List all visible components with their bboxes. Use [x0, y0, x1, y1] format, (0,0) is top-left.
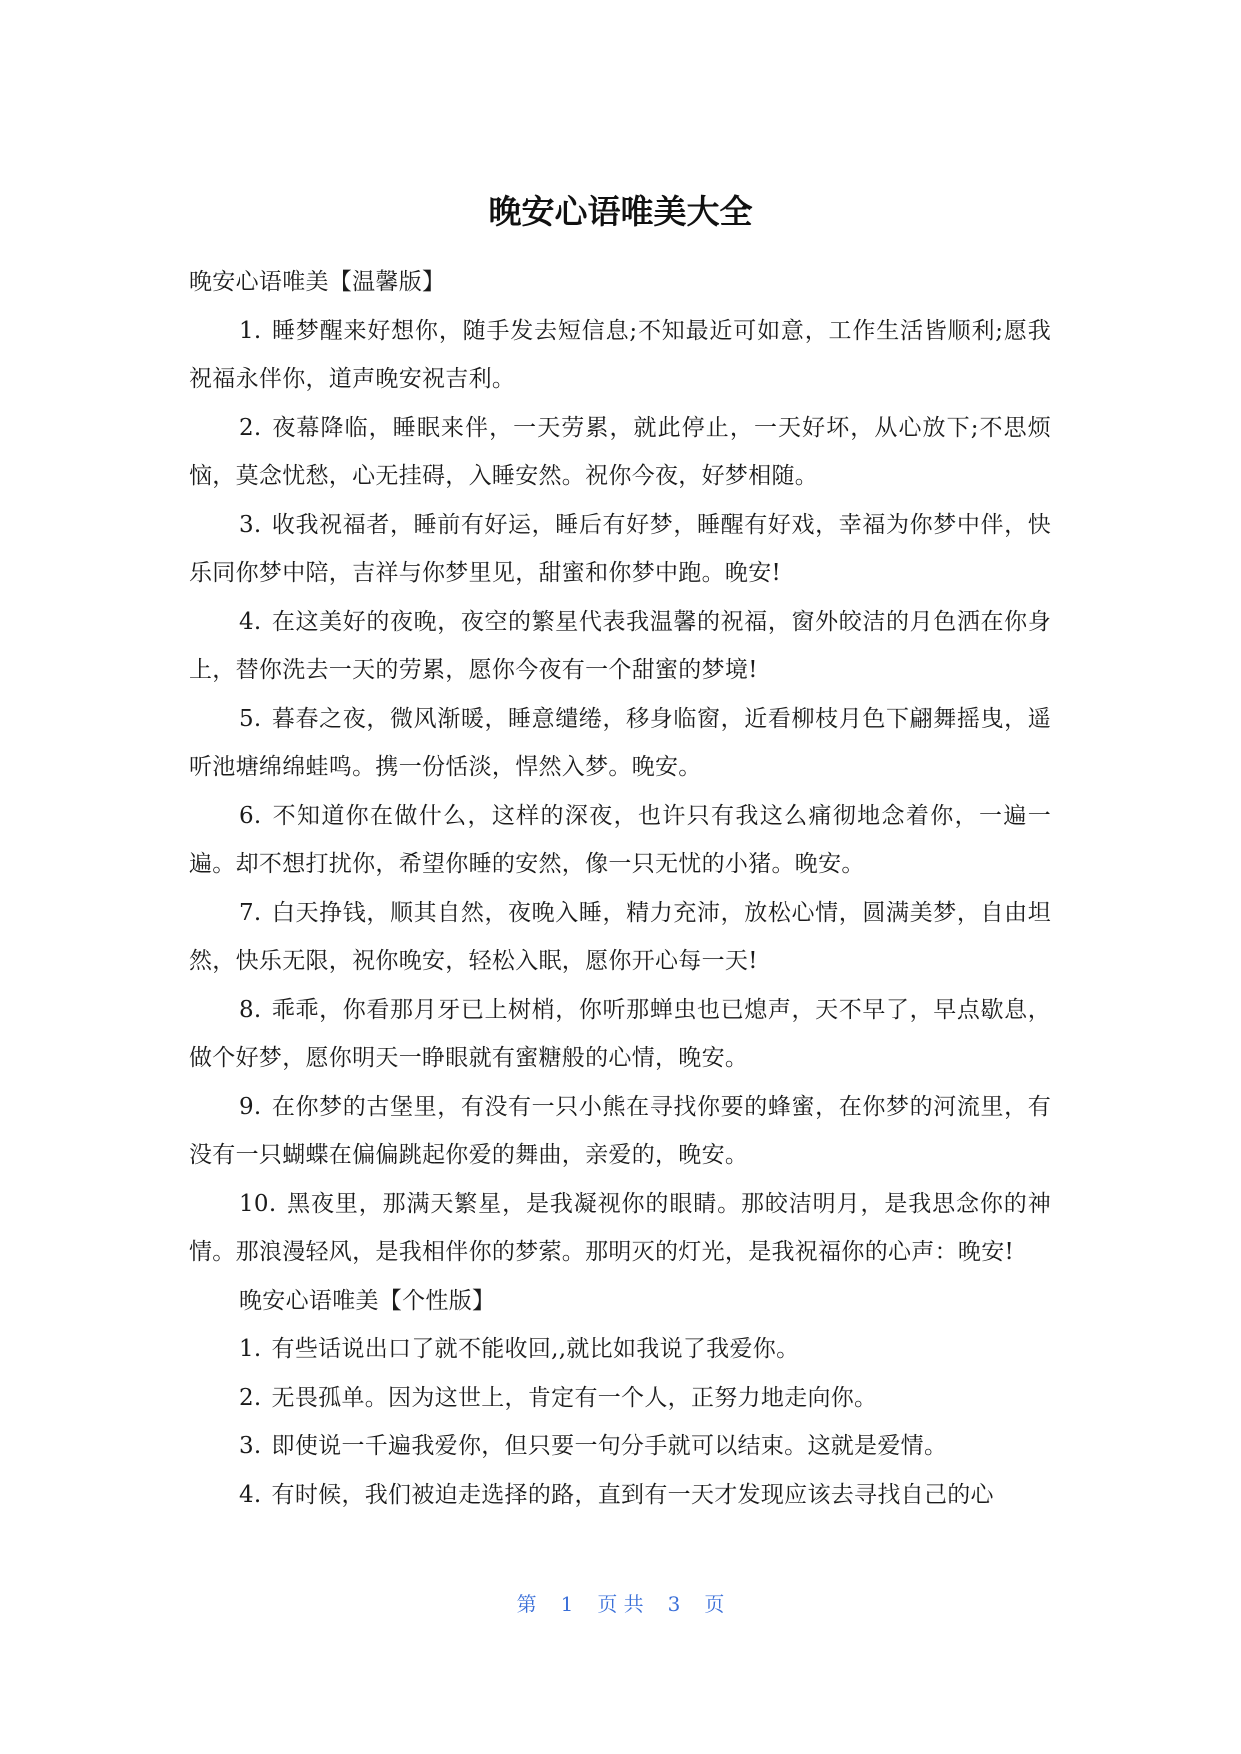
document-body	[189, 258, 1051, 1519]
document-title: 晚安心语唯美大全	[488, 192, 753, 231]
section-heading-warm: 晚安心语唯美【温馨版】	[189, 269, 446, 295]
list-item: 4. 在这美好的夜晚，夜空的繁星代表我温馨的祝福，窗外皎洁的月色洒在你身上，替你洗去一天的劳累，愿你今夜有一个甜蜜的梦境!	[189, 608, 1051, 683]
list-item: 2. 夜幕降临，睡眠来伴，一天劳累，就此停止，一天好坏，从心放下;不思烦恼，莫念忧愁，心无挂碍，入睡安然。祝你今夜，好梦相随。	[189, 414, 1051, 489]
list-item: 3. 收我祝福者，睡前有好运，睡后有好梦，睡醒有好戏，幸福为你梦中伴，快乐同你梦中陪，吉祥与你梦里见，甜蜜和你梦中跑。晚安!	[189, 511, 1051, 586]
list-item: 9. 在你梦的古堡里，有没有一只小熊在寻找你要的蜂蜜，在你梦的河流里，有没有一只蝴蝶在偏偏跳起你爱的舞曲，亲爱的，晚安。	[189, 1093, 1051, 1168]
page-number-footer	[0, 1590, 1241, 1618]
list-item: 10. 黑夜里，那满天繁星，是我凝视你的眼睛。那皎洁明月，是我思念你的神情。那浪漫轻风，是我相伴你的梦萦。那明灭的灯光，是我祝福你的心声：晚安!	[189, 1190, 1051, 1265]
list-item: 8. 乖乖，你看那月牙已上树梢，你听那蝉虫也已熄声，天不早了，早点歇息，做个好梦，愿你明天一睁眼就有蜜糖般的心情，晚安。	[189, 996, 1051, 1071]
total-pages-number: 3	[667, 1592, 681, 1616]
list-item: 2. 无畏孤单。因为这世上，肯定有一个人，正努力地走向你。	[239, 1384, 878, 1411]
page-label-suffix: 页	[704, 1592, 725, 1616]
list-item: 1. 睡梦醒来好想你，随手发去短信息;不知最近可如意，工作生活皆顺利;愿我祝福永伴你，道声晚安祝吉利。	[189, 317, 1051, 392]
section-heading-personal: 晚安心语唯美【个性版】	[239, 1287, 496, 1314]
page-label-mid: 页 共	[597, 1592, 644, 1616]
list-item: 4. 有时候，我们被迫走选择的路，直到有一天才发现应该去寻找自己的心	[239, 1481, 994, 1508]
list-item: 1. 有些话说出口了就不能收回,,就比如我说了我爱你。	[239, 1336, 800, 1362]
list-item: 5. 暮春之夜，微风渐暖，睡意缱绻，移身临窗，近看柳枝月色下翩舞摇曳，遥听池塘绵绵蛙鸣。携一份恬淡，悍然入梦。晚安。	[189, 705, 1051, 780]
list-item: 6. 不知道你在做什么，这样的深夜，也许只有我这么痛彻地念着你，一遍一遍。却不想打扰你，希望你睡的安然，像一只无忧的小猪。晚安。	[189, 802, 1051, 877]
list-item: 7. 白天挣钱，顺其自然，夜晚入睡，精力充沛，放松心情，圆满美梦，自由坦然，快乐无限，祝你晚安，轻松入眠，愿你开心每一天!	[189, 899, 1051, 974]
page-label-prefix: 第	[516, 1592, 537, 1616]
list-item: 3. 即使说一千遍我爱你，但只要一句分手就可以结束。这就是爱情。	[239, 1433, 948, 1459]
current-page-number: 1	[560, 1592, 574, 1616]
